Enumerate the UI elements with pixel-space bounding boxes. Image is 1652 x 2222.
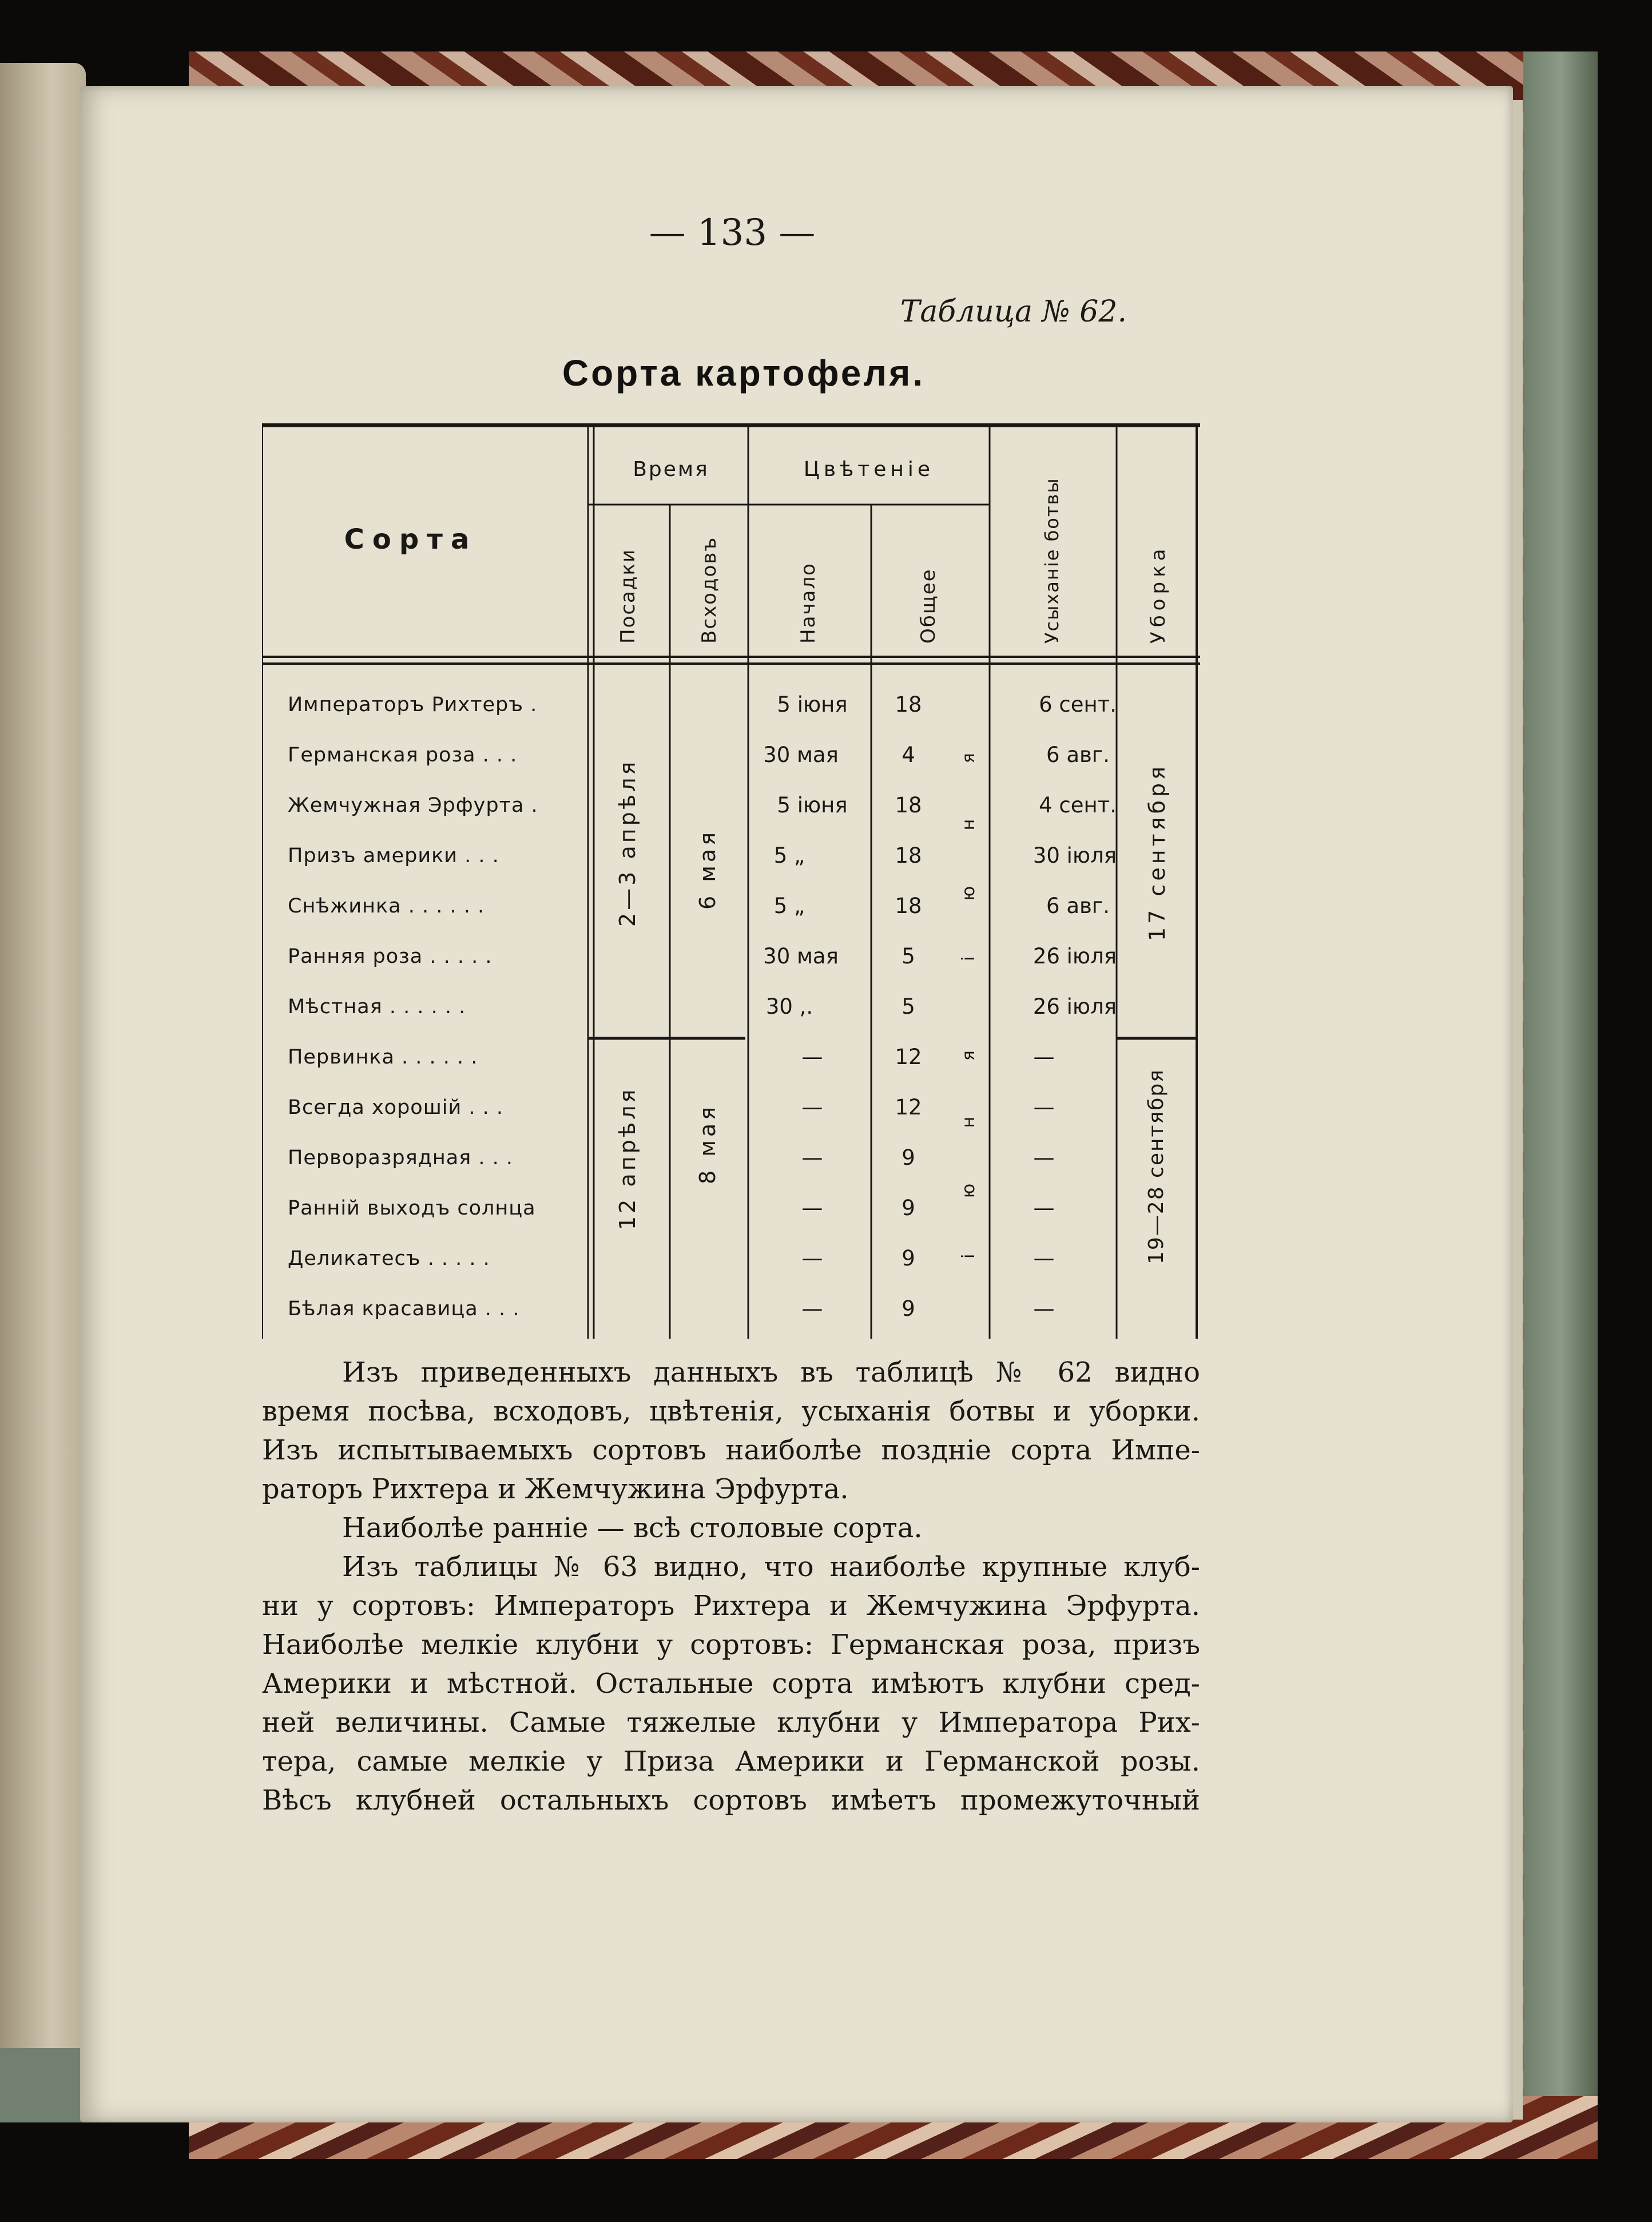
cell-flowering-start: 5 іюня <box>777 793 848 818</box>
cell-tops-drying: 4 сент. <box>1039 793 1117 818</box>
body-line: Наиболѣе ранніе — всѣ столовые сорта. <box>342 1512 923 1544</box>
header-time: Время <box>633 458 709 481</box>
cell-tops-drying: 6 сент. <box>1039 692 1117 717</box>
cell-flowering-start: 30 ,. <box>765 994 813 1019</box>
header-tops-drying: Усыханіе ботвы <box>1041 477 1063 644</box>
cell-flowering-start: 30 мая <box>763 743 839 767</box>
group2-harvest-date: 19—28 сентября <box>1145 1069 1168 1264</box>
cell-tops-drying: 6 авг. <box>1046 894 1110 918</box>
page-number: — 133 — <box>649 212 816 254</box>
table-row-name: Первинка . . . . . . <box>288 1046 478 1069</box>
cell-flowering-total: 5 <box>902 944 915 969</box>
cell-tops-drying: 6 авг. <box>1046 743 1110 767</box>
table-row-name: Германская роза . . . <box>288 744 518 767</box>
cell-tops-drying: 30 іюля <box>1032 843 1117 868</box>
body-line: ней величины. Самые тяжелые клубни у Императора Рих- <box>262 1707 1200 1739</box>
cell-flowering-total: 12 <box>895 1095 922 1120</box>
table-row-name: Императоръ Рихтеръ . <box>288 693 538 716</box>
header-flowering-start: Начало <box>797 562 820 644</box>
cell-flowering-start: 5 „ <box>773 894 805 918</box>
table-row-name: Деликатесъ . . . . . <box>288 1247 490 1270</box>
left-page-edge <box>0 63 86 2119</box>
cell-flowering-total: 18 <box>895 894 922 918</box>
cell-flowering-total: 18 <box>895 793 922 818</box>
cell-tops-drying: — <box>1033 1196 1055 1220</box>
group1-planting-date: 2—3 апрѣля <box>615 759 640 927</box>
body-line: Изъ испытываемыхъ сортовъ наиболѣе поздніе сорта Импе- <box>262 1434 1200 1466</box>
table-row-name: Мѣстная . . . . . . <box>288 995 466 1018</box>
body-line: Изъ таблицы № 63 видно, что наиболѣе крупные клуб- <box>342 1551 1200 1583</box>
table-row-name: Ранняя роза . . . . . <box>288 945 493 968</box>
table-row-name: Перворазрядная . . . <box>288 1146 513 1169</box>
cell-flowering-start: — <box>801 1045 823 1069</box>
header-variety: Сорта <box>344 523 478 556</box>
header-sprouts: Всходовъ <box>698 536 721 644</box>
header-harvest: Уборка <box>1147 544 1170 644</box>
body-line: Вѣсъ клубней остальныхъ сортовъ имѣетъ промежуточный <box>262 1784 1200 1816</box>
body-line: Америки и мѣстной. Остальные сорта имѣютъ клубни сред- <box>262 1668 1200 1700</box>
table-row-name: Жемчужная Эрфурта . <box>288 794 538 817</box>
table-row-name: Ранній выходъ солнца <box>288 1197 536 1220</box>
table-row-name: Призъ америки . . . <box>288 844 499 867</box>
header-planting: Посадки <box>617 548 640 644</box>
body-line: Наиболѣе мелкіе клубни у сортовъ: Германская роза, призъ <box>262 1629 1200 1661</box>
cell-tops-drying: — <box>1033 1045 1055 1069</box>
header-flowering: Цвѣтеніе <box>803 458 935 481</box>
body-line: время посѣва, всходовъ, цвѣтенія, усыханія ботвы и уборки. <box>262 1395 1200 1427</box>
body-line: тера, самые мелкіе у Приза Америки и Германской розы. <box>262 1745 1200 1777</box>
cell-flowering-start: 30 мая <box>763 944 839 969</box>
cell-flowering-start: 5 іюня <box>777 692 848 717</box>
table-title: Сорта картофеля. <box>562 352 926 394</box>
cell-flowering-total: 5 <box>902 994 915 1019</box>
cell-flowering-total: 4 <box>902 743 915 767</box>
group1-harvest-date: 17 сентября <box>1145 763 1170 941</box>
group1-flowering-month: і ю н я <box>959 728 979 961</box>
cell-flowering-start: — <box>801 1095 823 1120</box>
cell-flowering-total: 9 <box>902 1246 915 1271</box>
group2-flowering-month: і ю н я <box>959 1025 979 1259</box>
body-line: раторъ Рихтера и Жемчужина Эрфурта. <box>262 1473 849 1505</box>
table-row-name: Снѣжинка . . . . . . <box>288 895 485 918</box>
cell-tops-drying: — <box>1033 1296 1055 1321</box>
group1-sprouts-date: 6 мая <box>695 828 720 910</box>
table-row-name: Всегда хорошій . . . <box>288 1096 503 1119</box>
cell-flowering-total: 9 <box>902 1196 915 1220</box>
cell-tops-drying: — <box>1033 1246 1055 1271</box>
cell-tops-drying: — <box>1033 1095 1055 1120</box>
book-cover-cloth-right <box>1523 51 1598 2159</box>
cell-flowering-total: 9 <box>902 1296 915 1321</box>
cell-tops-drying: 26 іюля <box>1032 944 1117 969</box>
table-number: Таблица № 62. <box>900 295 1127 329</box>
header-flowering-total: Общее <box>917 568 940 644</box>
cell-flowering-start: 5 „ <box>773 843 805 868</box>
cell-tops-drying: 26 іюля <box>1032 994 1117 1019</box>
group2-sprouts-date: 8 мая <box>695 1103 720 1184</box>
cell-tops-drying: — <box>1033 1145 1055 1170</box>
table-row-name: Бѣлая красавица . . . <box>288 1298 520 1320</box>
cell-flowering-total: 18 <box>895 843 922 868</box>
cell-flowering-start: — <box>801 1296 823 1321</box>
cell-flowering-total: 18 <box>895 692 922 717</box>
potato-varieties-table <box>262 423 1200 1339</box>
cell-flowering-start: — <box>801 1196 823 1220</box>
cell-flowering-total: 9 <box>902 1145 915 1170</box>
cell-flowering-total: 12 <box>895 1045 922 1069</box>
cell-flowering-start: — <box>801 1145 823 1170</box>
body-line: Изъ приведенныхъ данныхъ въ таблицѣ № 62 видно <box>342 1356 1200 1388</box>
cell-flowering-start: — <box>801 1246 823 1271</box>
group2-planting-date: 12 апрѣля <box>615 1086 640 1230</box>
body-line: ни у сортовъ: Императоръ Рихтера и Жемчужина Эрфурта. <box>262 1590 1200 1622</box>
